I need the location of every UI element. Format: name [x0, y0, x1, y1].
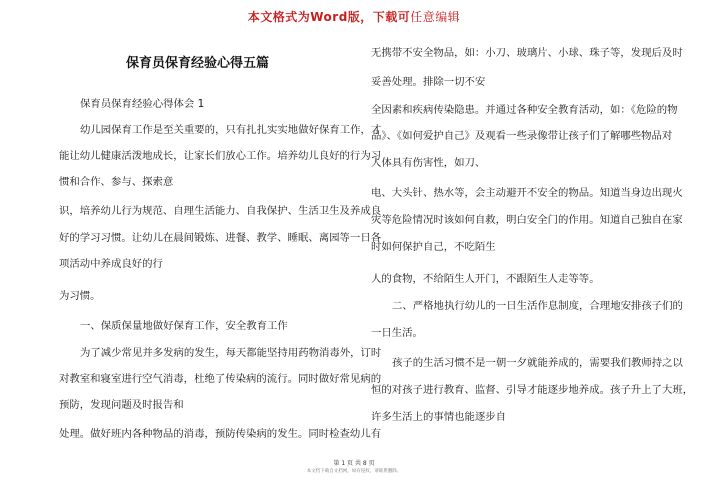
left-line: 能让幼儿健康活泼地成长，让家长们放心工作。培养幼儿良好的行为习 — [59, 150, 382, 162]
download-banner — [0, 8, 708, 25]
left-line: 识，培养幼儿行为规范、自理生活能力、自我保护、生活卫生及养成良 — [59, 205, 382, 217]
right-line: 人的食物，不给陌生人开门，不跟陌生人走等等。 — [371, 273, 600, 285]
right-line: 灾等危险情况时该如何自救，明白安全门的作用。知道自己独自在家 — [371, 214, 683, 226]
left-line: 惯和合作、参与、探索意 — [59, 176, 174, 188]
document-title: 保育员保育经验心得五篇 — [126, 56, 270, 71]
right-line: 许多生活上的事情也能逐步自 — [371, 411, 507, 423]
banner-text-1: 本文格式为 — [247, 10, 311, 24]
right-line: 时如何保护自己，不吃陌生 — [371, 241, 496, 253]
left-line: 为了减少常见并多发病的发生，每天都能坚持用药物消毒外，订时 — [80, 347, 382, 359]
footer-note: 本文档下载自文档网，如有侵权，请联系删除。 — [306, 469, 402, 474]
right-line: 孩子的生活习惯不是一朝一夕就能养成的，需要我们教师持之以 — [392, 357, 683, 369]
right-line: 电、大头针、热水等，会主动避开不安全的物品。知道当身边出现火 — [371, 187, 683, 199]
left-line: 保育员保育经验心得体会 1 — [80, 98, 205, 110]
left-line: 一、保质保量地做好保育工作，安全教育工作 — [80, 320, 288, 332]
right-line: 品》、《如何爱护自己》及观看一些录像带让孩子们了解哪些物品对 — [371, 130, 673, 142]
left-line: 对教室和寝室进行空气消毒，杜绝了传染病的流行。同时做好常见病的 — [59, 373, 382, 385]
banner-text-2: Word版，下载可 — [310, 10, 411, 24]
right-line: 妥善处理。排除一切不安 — [371, 76, 486, 88]
right-line: 恒的对孩子进行教育、监督、引导才能逐步地养成。孩子升上了大班， — [371, 384, 694, 396]
left-line: 处理。做好班内各种物品的消毒，预防传染病的发生。同时检查幼儿有 — [59, 428, 382, 440]
right-line: 无携带不安全物品，如：小刀、玻璃片、小球、珠子等，发现后及时 — [371, 47, 683, 59]
left-line: 幼儿园保育工作是至关重要的，只有扎扎实实地做好保育工作，才 — [80, 124, 382, 136]
page-number: 第 1 页 共 8 页 — [333, 460, 375, 467]
right-line: 全因素和疾病传染隐患。并通过各种安全教育活动，如：《危险的物 — [371, 104, 678, 116]
left-line: 预防，发现问题及时报告和 — [59, 399, 184, 411]
right-line: 二、严格地执行幼儿的一日生活作息制度，合理地安排孩子们的 — [392, 300, 683, 312]
left-line: 项活动中养成良好的行 — [59, 258, 163, 270]
left-line: 为习惯。 — [59, 290, 101, 302]
right-line: 人体具有伤害性，如刀、 — [371, 157, 486, 169]
right-line: 一日生活。 — [371, 327, 423, 339]
left-line: 好的学习习惯。让幼儿在晨间锻炼、进餐、教学、睡眠、离园等一日各 — [59, 232, 382, 244]
banner-text-3: 任意编辑 — [410, 10, 461, 24]
